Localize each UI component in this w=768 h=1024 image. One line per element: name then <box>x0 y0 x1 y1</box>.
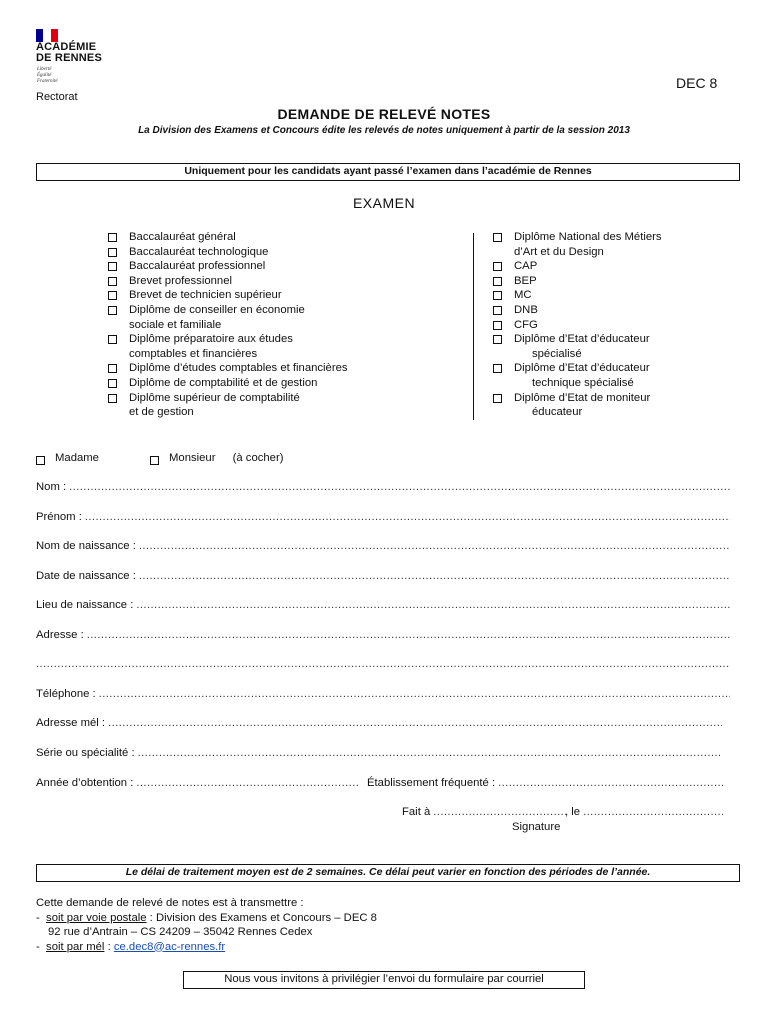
serie-field[interactable] <box>36 747 722 759</box>
exam-option[interactable] <box>493 288 733 303</box>
annee-label: Année d’obtention : <box>36 777 134 789</box>
exam-checkbox[interactable] <box>493 262 502 271</box>
exam-checkbox[interactable] <box>493 277 502 286</box>
exam-label: Diplôme de conseiller en économie <box>129 303 305 316</box>
exam-option[interactable] <box>108 230 428 245</box>
nom-naissance-field[interactable] <box>36 540 730 552</box>
telephone-field[interactable] <box>36 688 730 700</box>
exam-label: Brevet de technicien supérieur <box>129 289 282 302</box>
exam-label: BEP <box>514 274 537 287</box>
exam-option[interactable] <box>108 361 428 376</box>
prenom-field[interactable] <box>36 511 730 523</box>
exam-checkbox[interactable] <box>493 291 502 300</box>
lieu-naissance-input-line[interactable] <box>136 599 730 611</box>
etablissement-field[interactable] <box>367 777 723 789</box>
annee-field[interactable] <box>36 777 358 789</box>
exam-label: Brevet professionnel <box>129 274 232 287</box>
exam-label: Baccalauréat général <box>129 231 236 243</box>
exam-label: Diplôme d’Etat de moniteur <box>514 391 651 404</box>
exam-checkbox[interactable] <box>108 291 117 300</box>
exam-checkbox[interactable] <box>493 364 502 373</box>
nom-input-line[interactable] <box>69 481 730 493</box>
exam-checkbox[interactable] <box>493 321 502 330</box>
exam-label: Diplôme d’Etat d’éducateur <box>514 333 650 346</box>
exam-label: CAP <box>514 260 538 273</box>
candidates-notice-box: Uniquement pour les candidats ayant passé l’examen dans l’académie de Rennes <box>36 163 740 181</box>
etablissement-input-line[interactable] <box>498 777 723 789</box>
exam-label: sociale et familiale <box>129 318 222 331</box>
exam-label: Baccalauréat technologique <box>129 245 269 258</box>
mail-label: soit par mél <box>46 940 105 953</box>
exam-list-right <box>493 230 733 420</box>
exam-option[interactable] <box>493 318 733 333</box>
exam-label: Diplôme d’Etat d’éducateur <box>514 362 650 375</box>
exam-label: spécialisé <box>532 347 582 360</box>
exam-label: d’Art et du Design <box>514 245 604 258</box>
nom-label: Nom : <box>36 481 67 493</box>
exam-option[interactable] <box>108 245 428 260</box>
exam-label: Baccalauréat professionnel <box>129 260 266 273</box>
exam-checkbox[interactable] <box>493 306 502 315</box>
nom-naissance-label: Nom de naissance : <box>36 540 136 552</box>
exam-option[interactable] <box>493 230 733 259</box>
monsieur-label: Monsieur <box>169 452 216 464</box>
exam-label: Diplôme de comptabilité et de gestion <box>129 376 318 389</box>
adresse-input-line[interactable] <box>87 629 730 641</box>
prenom-input-line[interactable] <box>85 511 730 523</box>
send-instructions <box>36 896 636 954</box>
page-subtitle: La Division des Examens et Concours édite les relevés de notes uniquement à partir de la session 2013 <box>138 125 630 136</box>
exam-label: Diplôme d’études comptables et financières <box>129 362 348 375</box>
fait-a-label: Fait à <box>402 806 431 818</box>
exam-checkbox[interactable] <box>108 364 117 373</box>
exam-option[interactable] <box>493 391 733 420</box>
exam-label: éducateur <box>532 406 583 419</box>
annee-input-line[interactable] <box>136 777 358 789</box>
date-field[interactable] <box>565 806 723 818</box>
motto-line: Égalité <box>37 73 52 78</box>
exam-label: MC <box>514 289 532 302</box>
etablissement-label: Établissement fréquenté : <box>367 777 496 789</box>
civility-monsieur[interactable] <box>150 452 283 464</box>
fait-a-field[interactable] <box>402 806 567 818</box>
rectorat-label: Rectorat <box>36 91 78 103</box>
exam-checkbox[interactable] <box>493 233 502 242</box>
exam-option[interactable] <box>108 274 428 289</box>
adresse-mel-input-line[interactable] <box>108 717 722 729</box>
civility-madame[interactable] <box>36 452 99 464</box>
exam-label: DNB <box>514 303 538 316</box>
serie-input-line[interactable] <box>138 747 722 759</box>
telephone-label: Téléphone : <box>36 688 96 700</box>
exam-option[interactable] <box>493 259 733 274</box>
exam-list-left <box>108 230 428 420</box>
exam-label: Diplôme National des Métiers <box>514 231 662 243</box>
column-divider <box>473 233 474 420</box>
exam-checkbox[interactable] <box>108 233 117 242</box>
date-naissance-input-line[interactable] <box>139 570 730 582</box>
exam-checkbox[interactable] <box>108 277 117 286</box>
form-code: DEC 8 <box>676 75 718 91</box>
exam-label: Diplôme supérieur de comptabilité <box>129 391 300 404</box>
exam-option[interactable] <box>108 259 428 274</box>
adresse-line2-field[interactable] <box>36 658 730 670</box>
send-mail: - soit par mél : ce.dec8@ac-rennes.fr <box>36 940 226 953</box>
adresse-line2-input-line[interactable] <box>36 658 730 670</box>
org-line2: DE RENNES <box>36 52 102 64</box>
exam-checkbox[interactable] <box>108 394 117 403</box>
exam-option[interactable] <box>493 361 733 390</box>
email-preference-box: Nous vous invitons à privilégier l’envoi du formulaire par courriel <box>183 971 585 989</box>
exam-checkbox[interactable] <box>108 335 117 344</box>
fait-a-input-line[interactable] <box>433 806 567 818</box>
delay-notice-box: Le délai de traitement moyen est de 2 semaines. Ce délai peut varier en fonction des périodes de l’année. <box>36 864 740 882</box>
send-intro: Cette demande de relevé de notes est à transmettre : <box>36 897 304 909</box>
lieu-naissance-field[interactable] <box>36 599 730 611</box>
civility-hint: (à cocher) <box>232 452 284 464</box>
republic-motto <box>37 67 58 85</box>
exam-checkbox[interactable] <box>108 379 117 388</box>
exam-label: et de gestion <box>129 406 194 419</box>
madame-label: Madame <box>55 452 99 464</box>
exam-label: technique spécialisé <box>532 376 634 389</box>
nom-naissance-input-line[interactable] <box>139 540 730 552</box>
exam-option[interactable] <box>108 376 428 391</box>
motto-line: Liberté <box>37 67 52 72</box>
exam-option[interactable] <box>493 332 733 361</box>
org-line1: ACADÉMIE <box>36 41 97 53</box>
exam-checkbox[interactable] <box>108 248 117 257</box>
academie-logo-text <box>36 42 102 64</box>
exam-label: Diplôme préparatoire aux études <box>129 333 293 346</box>
telephone-input-line[interactable] <box>99 688 730 700</box>
adresse-mel-field[interactable] <box>36 717 722 729</box>
exam-option[interactable] <box>108 303 428 332</box>
exam-option[interactable] <box>493 303 733 318</box>
exam-option[interactable] <box>108 332 428 361</box>
examen-heading: EXAMEN <box>352 195 416 211</box>
date-label: , le <box>565 806 581 818</box>
exam-label: CFG <box>514 318 538 331</box>
exam-option[interactable] <box>493 274 733 289</box>
serie-label: Série ou spécialité : <box>36 747 135 759</box>
prenom-label: Prénom : <box>36 511 82 523</box>
postal-label: soit par voie postale <box>46 911 147 924</box>
adresse-field[interactable] <box>36 629 730 641</box>
postal-text: : Division des Examens et Concours – DEC 8 <box>146 911 377 924</box>
signature-label: Signature <box>512 821 561 833</box>
exam-option[interactable] <box>108 288 428 303</box>
date-naissance-label: Date de naissance : <box>36 570 136 582</box>
mail-link[interactable]: ce.dec8@ac-rennes.fr <box>113 940 226 953</box>
motto-line: Fraternité <box>37 79 58 84</box>
postal-address: 92 rue d’Antrain – CS 24209 – 35042 Rennes Cedex <box>48 926 313 938</box>
exam-checkbox[interactable] <box>108 262 117 271</box>
date-naissance-field[interactable] <box>36 570 730 582</box>
date-input-line[interactable] <box>583 806 723 818</box>
lieu-naissance-label: Lieu de naissance : <box>36 599 134 611</box>
nom-field[interactable] <box>36 481 730 493</box>
adresse-mel-label: Adresse mél : <box>36 717 106 729</box>
madame-checkbox[interactable] <box>36 456 45 465</box>
adresse-label: Adresse : <box>36 629 84 641</box>
exam-label: comptables et financières <box>129 347 258 360</box>
exam-checkbox[interactable] <box>493 335 502 344</box>
exam-checkbox[interactable] <box>493 394 502 403</box>
send-postal: - soit par voie postale : Division des Examens et Concours – DEC 8 <box>36 911 377 924</box>
exam-option[interactable] <box>108 391 428 420</box>
monsieur-checkbox[interactable] <box>150 456 159 465</box>
mail-sep: : <box>104 940 114 953</box>
exam-checkbox[interactable] <box>108 306 117 315</box>
page-title: DEMANDE DE RELEVÉ NOTES <box>277 106 491 122</box>
